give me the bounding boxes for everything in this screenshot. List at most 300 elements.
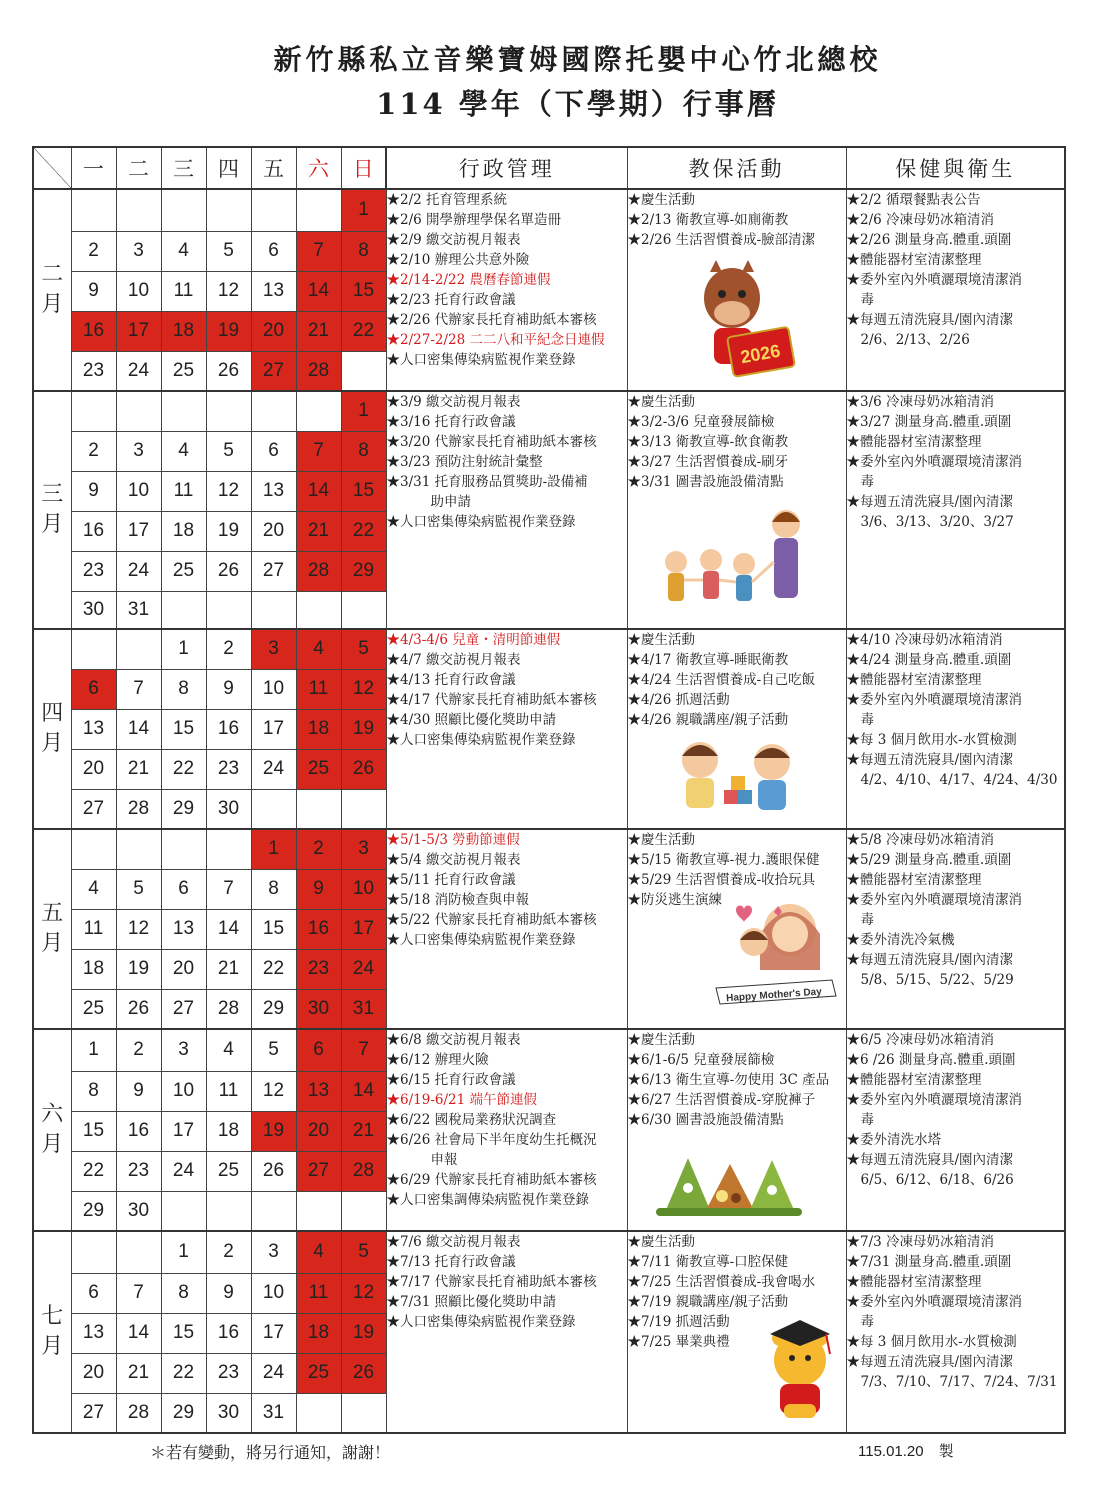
note-line: ★4/3-4/6 兒童・清明節連假 [386,632,561,648]
weekday-sat: 六 [296,147,341,189]
empty-day-cell [251,591,296,629]
teacher-children-icon [656,502,816,622]
day-cell: 25 [206,1151,251,1191]
day-cell: 16 [206,1313,251,1353]
admin-notes [386,829,627,1029]
month-label [33,1029,71,1231]
day-cell: 5 [206,431,251,471]
day-cell: 17 [116,511,161,551]
month-label [33,629,71,829]
day-cell: 18 [161,511,206,551]
day-cell: 18 [71,949,116,989]
note-line: ★3/9 繳交訪視月報表 [386,394,521,410]
week-row [33,629,1065,669]
month-label-char: 三 [41,482,64,507]
admin-notes [386,189,627,391]
note-line: ★委外室內外噴灑環境清潔消 [846,272,1022,288]
note-line: ★6/19-6/21 端午節連假 [386,1092,537,1108]
day-cell: 25 [296,1353,341,1393]
day-cell: 2 [71,231,116,271]
day-cell: 3 [341,829,386,869]
day-cell: 15 [71,1111,116,1151]
note-line: ★4/13 托育行政會議 [386,672,516,688]
day-cell: 23 [71,551,116,591]
day-cell: 11 [71,909,116,949]
day-cell: 26 [251,1151,296,1191]
note-line: ★7/13 托育行政會議 [386,1254,516,1270]
day-cell: 3 [251,1231,296,1273]
day-cell: 17 [251,1313,296,1353]
empty-day-cell [116,189,161,231]
note-line: ★慶生活動 [627,832,695,848]
day-cell: 8 [341,431,386,471]
note-line: ★3/23 預防注射統計彙整 [386,454,543,470]
day-cell: 10 [341,869,386,909]
day-cell: 18 [296,1313,341,1353]
note-line: ★6/13 衛生宣導-勿使用 3C 產品 [627,1072,830,1088]
kids-blocks-icon [672,732,802,822]
note-line: ★慶生活動 [627,1032,695,1048]
calendar-subtitle: 114 學年（下學期）行事曆 [376,87,779,121]
empty-day-cell [161,189,206,231]
month-label-char: 七 [41,1304,64,1329]
day-cell: 7 [296,231,341,271]
day-cell: 31 [116,591,161,629]
day-cell: 18 [161,311,206,351]
note-line: ★委外室內外噴灑環境清潔消 [846,1092,1022,1108]
day-cell: 6 [161,869,206,909]
empty-day-cell [206,829,251,869]
school-title: 新竹縣私立音樂寶姆國際托嬰中心竹北總校 [273,43,882,76]
month-label-char: 月 [41,1132,64,1157]
note-line: 7/3、7/10、7/17、7/24、7/31 [860,1374,1058,1390]
week-row [33,829,1065,869]
note-line: 4/2、4/10、4/17、4/24、4/30 [860,772,1058,788]
note-line: ★每週五清洗寢具/園內清潔 [846,752,1014,768]
note-line: ★人口密集傳染病監視作業登錄 [386,732,576,748]
empty-day-cell [296,591,341,629]
note-line: ★4/24 生活習慣養成-自己吃飯 [627,672,816,688]
day-cell: 19 [341,709,386,749]
footer-date: 115.01.20 製 [858,1443,954,1460]
day-cell: 18 [296,709,341,749]
weekday-sun: 日 [341,147,386,189]
day-cell: 15 [251,909,296,949]
note-line: ★人口密集傳染病監視作業登錄 [386,352,576,368]
note-line: ★體能器材室清潔整理 [846,872,982,888]
note-line: ★5/4 繳交訪視月報表 [386,852,521,868]
note-line: ★7/3 冷凍母奶冰箱清消 [846,1234,995,1250]
day-cell: 30 [206,1393,251,1433]
day-cell: 29 [341,551,386,591]
day-cell: 4 [161,231,206,271]
day-cell: 1 [71,1029,116,1071]
note-line: ★委外室內外噴灑環境清潔消 [846,1294,1022,1310]
note-line: ★4/17 代辦家長托育補助紙本審核 [386,692,597,708]
note-line: ★7/19 抓週活動 [627,1314,730,1330]
note-line: ★5/22 代辦家長托育補助紙本審核 [386,912,597,928]
month-label-char: 五 [41,901,64,926]
month-label-char: 月 [41,731,64,756]
day-cell: 24 [251,749,296,789]
note-line: ★4/24 測量身高.體重.頭圍 [846,652,1012,668]
empty-day-cell [206,189,251,231]
day-cell: 22 [161,749,206,789]
day-cell: 25 [161,551,206,591]
day-cell: 15 [341,471,386,511]
day-cell: 19 [251,1111,296,1151]
health-notes [846,391,1065,629]
month-label-char: 四 [41,701,64,726]
note-line: ★體能器材室清潔整理 [846,252,982,268]
note-line: ★人口密集傳染病監視作業登錄 [386,514,576,530]
note-line: 5/8、5/15、5/22、5/29 [860,972,1014,988]
day-cell: 1 [161,1231,206,1273]
day-cell: 6 [251,231,296,271]
empty-day-cell [71,1231,116,1273]
note-line: ★6/22 國稅局業務狀況調查 [386,1112,557,1128]
day-cell: 25 [71,989,116,1029]
day-cell: 29 [71,1191,116,1231]
day-cell: 24 [251,1353,296,1393]
day-cell: 12 [116,909,161,949]
day-cell: 1 [161,629,206,669]
month-label-char: 月 [41,292,64,317]
empty-day-cell [341,591,386,629]
day-cell: 16 [116,1111,161,1151]
note-line: 助申請 [430,494,471,510]
note-line: ★7/19 親職講座/親子活動 [627,1294,789,1310]
day-cell: 11 [161,471,206,511]
day-cell: 7 [296,431,341,471]
day-cell: 28 [206,989,251,1029]
note-line: ★體能器材室清潔整理 [846,1072,982,1088]
note-line: ★3/31 托育服務品質獎助-設備補 [386,474,588,490]
note-line: ★每週五清洗寢具/園內清潔 [846,1152,1014,1168]
day-cell: 2 [116,1029,161,1071]
day-cell: 28 [116,1393,161,1433]
empty-day-cell [71,629,116,669]
day-cell: 26 [116,989,161,1029]
education-notes [627,391,846,629]
note-line: ★6/8 繳交訪視月報表 [386,1032,521,1048]
day-cell: 11 [296,1273,341,1313]
note-line: ★4/10 冷凍母奶冰箱清消 [846,632,1003,648]
day-cell: 16 [206,709,251,749]
day-cell: 13 [296,1071,341,1111]
day-cell: 28 [116,789,161,829]
day-cell: 14 [341,1071,386,1111]
note-line: ★3/2-3/6 兒童發展篩檢 [627,414,775,430]
day-cell: 30 [116,1191,161,1231]
day-cell: 17 [116,311,161,351]
day-cell: 12 [206,271,251,311]
banner-year: 2026 [738,340,782,368]
note-line: ★體能器材室清潔整理 [846,672,982,688]
note-line: ★5/18 消防檢查與申報 [386,892,530,908]
day-cell: 20 [71,749,116,789]
day-cell: 15 [161,1313,206,1353]
day-cell: 9 [71,471,116,511]
month-label-char: 月 [41,931,64,956]
empty-day-cell [251,1191,296,1231]
month-label [33,391,71,629]
empty-day-cell [251,391,296,431]
day-cell: 4 [71,869,116,909]
day-cell: 23 [296,949,341,989]
day-cell: 20 [71,1353,116,1393]
empty-day-cell [71,829,116,869]
week-row [33,391,1065,431]
day-cell: 24 [161,1151,206,1191]
health-notes [846,1029,1065,1231]
note-line: ★7/11 衛教宣導-口腔保健 [627,1254,789,1270]
note-line: ★2/23 托育行政會議 [386,292,516,308]
empty-day-cell [116,829,161,869]
note-line: ★每週五清洗寢具/園內清潔 [846,312,1014,328]
day-cell: 13 [71,709,116,749]
empty-day-cell [296,1393,341,1433]
day-cell: 6 [71,1273,116,1313]
note-line: 毒 [860,292,874,308]
empty-day-cell [206,591,251,629]
note-line: ★3/27 測量身高.體重.頭圍 [846,414,1012,430]
note-line: ★2/26 測量身高.體重.頭圍 [846,232,1012,248]
day-cell: 15 [341,271,386,311]
empty-day-cell [206,391,251,431]
note-line: ★5/11 托育行政會議 [386,872,516,888]
day-cell: 3 [116,431,161,471]
health-notes [846,189,1065,391]
day-cell: 1 [341,189,386,231]
day-cell: 10 [116,471,161,511]
graduation-bear-icon [756,1314,846,1424]
note-line: ★6/12 辦理火險 [386,1052,489,1068]
empty-day-cell [71,391,116,431]
day-cell: 19 [206,311,251,351]
day-cell: 8 [251,869,296,909]
day-cell: 5 [116,869,161,909]
note-line: ★3/20 代辦家長托育補助紙本審核 [386,434,597,450]
admin-notes [386,629,627,829]
day-cell: 25 [296,749,341,789]
empty-day-cell [296,1191,341,1231]
note-line: ★5/8 冷凍母奶冰箱清消 [846,832,995,848]
note-line: ★2/26 代辦家長托育補助紙本審核 [386,312,597,328]
note-line: ★4/26 抓週活動 [627,692,730,708]
day-cell: 20 [161,949,206,989]
horse-mascot-icon [690,258,800,378]
day-cell: 19 [206,511,251,551]
day-cell: 22 [341,511,386,551]
day-cell: 13 [251,271,296,311]
day-cell: 22 [161,1353,206,1393]
day-cell: 12 [251,1071,296,1111]
health-notes [846,629,1065,829]
day-cell: 21 [206,949,251,989]
admin-notes [386,391,627,629]
empty-day-cell [71,189,116,231]
note-line: ★委外室內外噴灑環境清潔消 [846,692,1022,708]
day-cell: 24 [116,551,161,591]
note-line: ★7/25 畢業典禮 [627,1334,730,1350]
note-line: ★委外室內外噴灑環境清潔消 [846,892,1022,908]
day-cell: 22 [71,1151,116,1191]
day-cell: 15 [161,709,206,749]
day-cell: 30 [296,989,341,1029]
calendar-table [32,146,1066,1434]
day-cell: 14 [116,709,161,749]
day-cell: 26 [206,551,251,591]
note-line: ★6/5 冷凍母奶冰箱清消 [846,1032,995,1048]
day-cell: 17 [251,709,296,749]
note-line: ★2/6 開學辦理學保名單造冊 [386,212,562,228]
empty-day-cell [251,189,296,231]
day-cell: 24 [341,949,386,989]
empty-day-cell [161,391,206,431]
day-cell: 30 [206,789,251,829]
note-line: ★慶生活動 [627,1234,695,1250]
day-cell: 9 [296,869,341,909]
day-cell: 7 [116,669,161,709]
note-line: ★5/29 測量身高.體重.頭圍 [846,852,1012,868]
note-line: ★3/16 托育行政會議 [386,414,516,430]
note-line: ★慶生活動 [627,632,695,648]
day-cell: 10 [161,1071,206,1111]
note-line: ★2/6 冷凍母奶冰箱清消 [846,212,995,228]
empty-day-cell [161,1191,206,1231]
note-line: ★2/27-2/28 二二八和平紀念日連假 [386,332,605,348]
day-cell: 7 [116,1273,161,1313]
day-cell: 21 [116,1353,161,1393]
note-line: ★人口密集傳染病監視作業登錄 [386,1314,576,1330]
day-cell: 20 [296,1111,341,1151]
month-label [33,1231,71,1433]
note-line: 毒 [860,912,874,928]
day-cell: 13 [161,909,206,949]
day-cell: 23 [71,351,116,391]
note-line: 毒 [860,712,874,728]
weekday-wed: 三 [161,147,206,189]
note-line: ★3/31 圖書設施設備清點 [627,474,784,490]
calendar-body [33,189,1065,1433]
day-cell: 10 [251,669,296,709]
day-cell: 27 [71,1393,116,1433]
day-cell: 19 [341,1313,386,1353]
day-cell: 5 [206,231,251,271]
note-line: ★2/2 循環餐點表公告 [846,192,981,208]
day-cell: 20 [251,511,296,551]
rice-dumplings-icon [646,1148,806,1220]
day-cell: 2 [206,629,251,669]
note-line: 毒 [860,1314,874,1330]
day-cell: 1 [341,391,386,431]
day-cell: 9 [116,1071,161,1111]
note-line: ★6/29 代辦家長托育補助紙本審核 [386,1172,597,1188]
note-line: 申報 [430,1152,458,1168]
day-cell: 27 [251,551,296,591]
day-cell: 16 [296,909,341,949]
col-header-education: 教保活動 [627,147,846,189]
weekday-tue: 二 [116,147,161,189]
note-line: ★4/26 親職講座/親子活動 [627,712,789,728]
empty-day-cell [251,789,296,829]
empty-day-cell [296,189,341,231]
note-line: ★7/6 繳交訪視月報表 [386,1234,521,1250]
empty-day-cell [341,1191,386,1231]
day-cell: 6 [251,431,296,471]
day-cell: 27 [71,789,116,829]
day-cell: 4 [296,1231,341,1273]
note-line: ★委外室內外噴灑環境清潔消 [846,454,1022,470]
note-line: ★6/30 圖書設施設備清點 [627,1112,784,1128]
note-line: ★2/10 辦理公共意外險 [386,252,530,268]
day-cell: 29 [251,989,296,1029]
day-cell: 29 [161,1393,206,1433]
day-cell: 12 [341,1273,386,1313]
day-cell: 24 [116,351,161,391]
day-cell: 23 [206,749,251,789]
month-label-char: 月 [41,1334,64,1359]
education-notes [627,629,846,829]
day-cell: 13 [251,471,296,511]
empty-day-cell [161,829,206,869]
note-line: ★2/13 衛教宣導-如廁衛教 [627,212,789,228]
empty-day-cell [116,1231,161,1273]
note-line: ★6/26 社會局下半年度幼生托概況 [386,1132,597,1148]
day-cell: 28 [341,1151,386,1191]
col-header-health: 保健與衛生 [846,147,1065,189]
day-cell: 11 [161,271,206,311]
week-row [33,1231,1065,1273]
note-line: ★委外清洗水塔 [846,1132,941,1148]
day-cell: 5 [341,1231,386,1273]
note-line: 2/6、2/13、2/26 [860,332,970,348]
day-cell: 21 [296,311,341,351]
day-cell: 26 [341,1353,386,1393]
note-line: ★體能器材室清潔整理 [846,1274,982,1290]
day-cell: 2 [206,1231,251,1273]
empty-day-cell [206,1191,251,1231]
day-cell: 29 [161,789,206,829]
day-cell: 30 [71,591,116,629]
note-line: ★每週五清洗寢具/園內清潔 [846,1354,1014,1370]
day-cell: 16 [71,511,116,551]
note-line: ★5/15 衛教宣導-視力.護眼保健 [627,852,820,868]
day-cell: 6 [71,669,116,709]
corner-cell [33,147,71,189]
day-cell: 27 [251,351,296,391]
note-line: ★6/15 托育行政會議 [386,1072,516,1088]
day-cell: 26 [206,351,251,391]
day-cell: 2 [296,829,341,869]
day-cell: 21 [296,511,341,551]
day-cell: 14 [296,271,341,311]
day-cell: 9 [206,669,251,709]
note-line: ★每 3 個月飲用水-水質檢測 [846,732,1017,748]
note-line: ★慶生活動 [627,192,695,208]
header-row [33,147,1065,189]
month-label-char: 六 [41,1102,64,1127]
day-cell: 4 [296,629,341,669]
note-line: ★5/29 生活習慣養成-收拾玩具 [627,872,816,888]
note-line: ★6/27 生活習慣養成-穿脫褲子 [627,1092,816,1108]
mothers-day-icon [712,890,842,1010]
note-line: 毒 [860,1112,874,1128]
month-label-char: 二 [41,262,64,287]
note-line: ★7/31 測量身高.體重.頭圍 [846,1254,1012,1270]
day-cell: 5 [251,1029,296,1071]
